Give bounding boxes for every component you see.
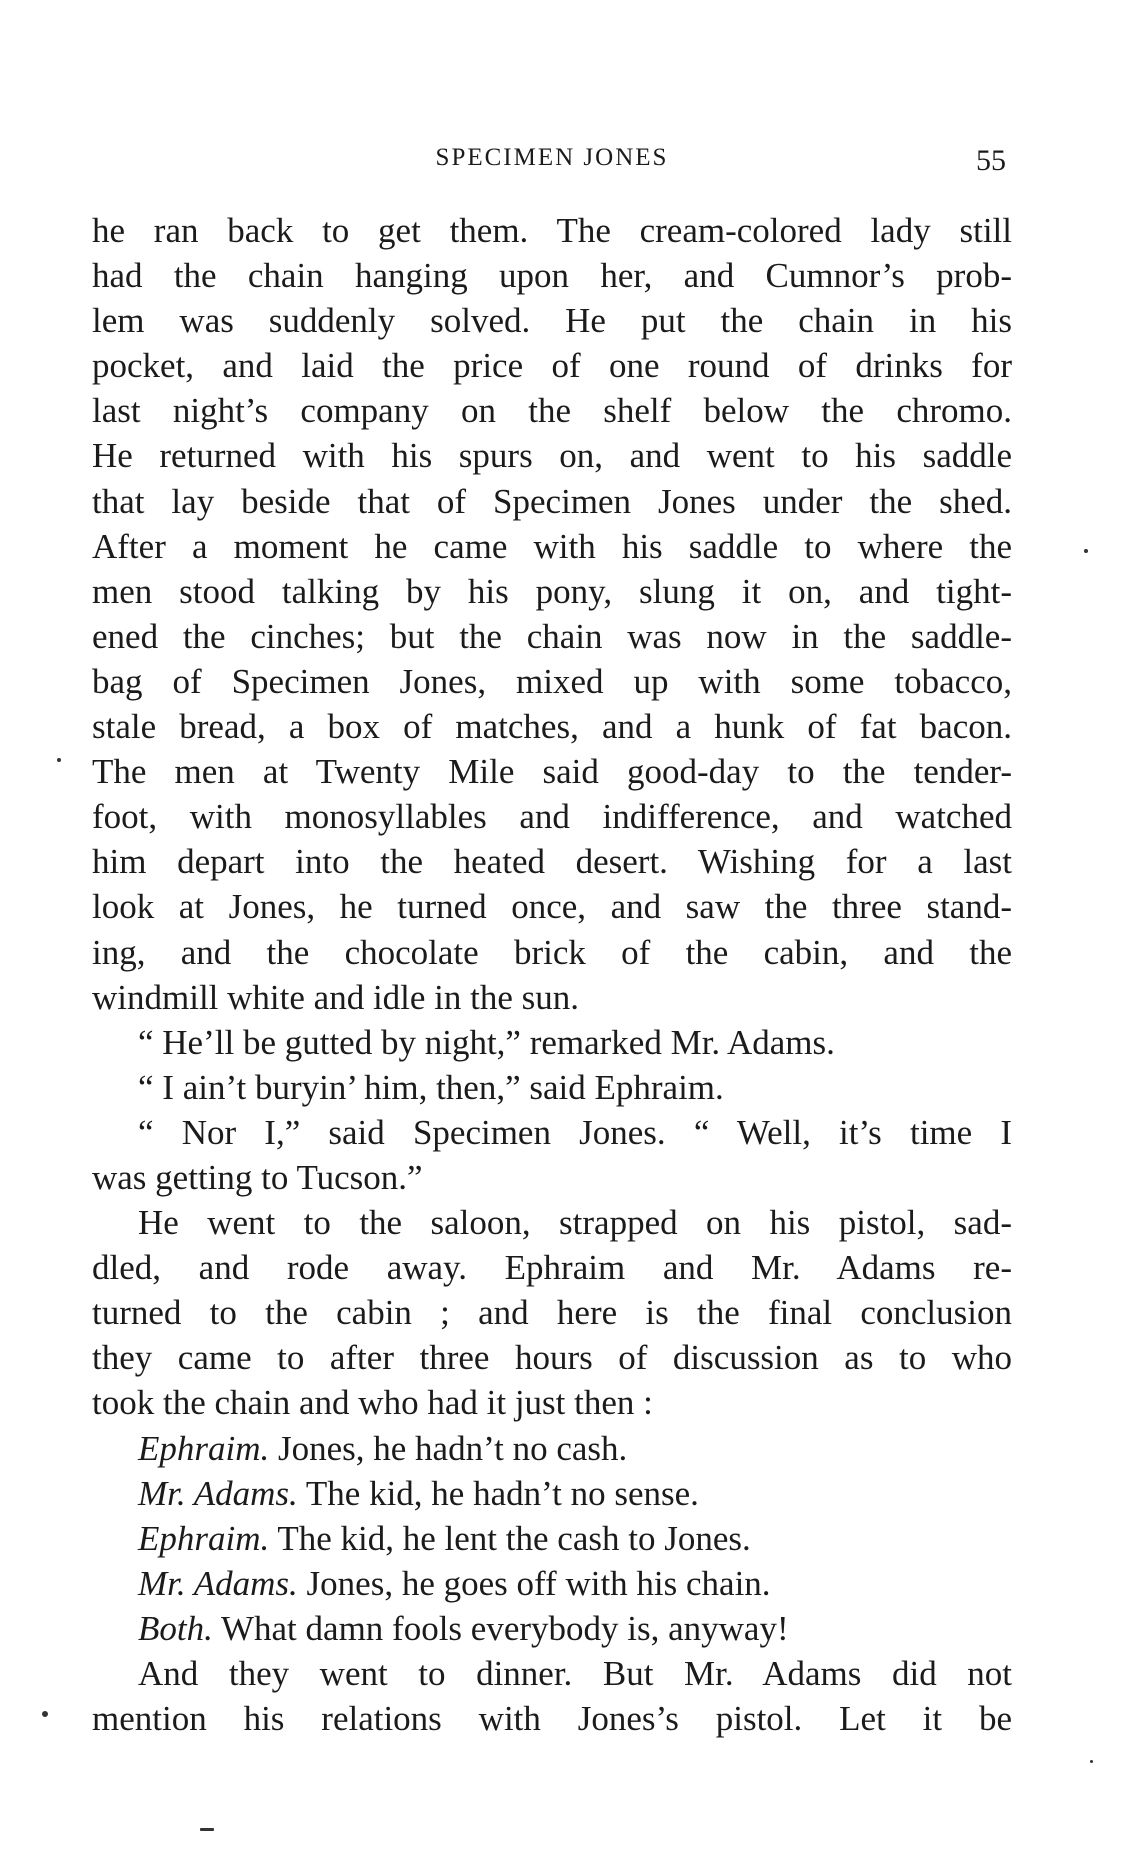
text-line: lem was suddenly solved. He put the chain in his [92, 301, 1012, 341]
running-head [92, 140, 1012, 180]
text-line: windmill white and idle in the sun. [92, 977, 580, 1017]
text-line: pocket, and laid the price of one round of drinks for [92, 346, 1012, 386]
print-speck [1084, 549, 1088, 553]
text-line: bag of Specimen Jones, mixed up with some tobacco, [92, 661, 1012, 701]
print-speck [1090, 1760, 1093, 1763]
body-text [92, 208, 1012, 1741]
dialogue-entry [92, 1516, 1012, 1561]
text-line: look at Jones, he turned once, and saw the three stand- [92, 887, 1012, 927]
text-line: he ran back to get them. The cream-colored lady still [92, 211, 1012, 250]
text-line: last night’s company on the shelf below the chromo. [92, 391, 1012, 431]
speech-text: The kid, he hadn’t no sense. [305, 1473, 699, 1513]
page-number: 55 [976, 144, 1006, 177]
text-line: had the chain hanging upon her, and Cumnor’s prob- [92, 256, 1012, 296]
text-line: they came to after three hours of discussion as to who [92, 1338, 1012, 1378]
speech-text: Jones, he hadn’t no cash. [278, 1428, 628, 1468]
dialogue-entry [92, 1561, 1012, 1606]
text-line: After a moment he came with his saddle to where the [92, 526, 1012, 566]
dialogue-entry [92, 1426, 1012, 1471]
speaker-name: Ephraim. [138, 1518, 270, 1558]
text-line: ened the cinches; but the chain was now in the saddle- [92, 616, 1012, 656]
running-title: SPECIMEN JONES [435, 144, 669, 171]
speech-text: Jones, he goes off with his chain. [306, 1563, 771, 1603]
text-line: men stood talking by his pony, slung it on, and tight- [92, 571, 1012, 611]
paragraph-start-line: And they went to dinner. But Mr. Adams did not [138, 1654, 1012, 1693]
speech-text: What damn fools everybody is, anyway! [220, 1608, 789, 1648]
text-line: turned to the cabin ; and here is the final conclusion [92, 1293, 1012, 1333]
text-line: He returned with his spurs on, and went to his saddle [92, 436, 1012, 476]
dialogue-line: “ Nor I,” said Specimen Jones. “ Well, it’s time I [138, 1112, 1012, 1152]
dialogue-line: “ I ain’t buryin’ him, then,” said Ephraim. [138, 1067, 724, 1107]
speaker-name: Mr. Adams. [138, 1563, 298, 1603]
paragraph-start-line: He went to the saloon, strapped on his pistol, sad- [138, 1203, 1012, 1243]
text-line: dled, and rode away. Ephraim and Mr. Adams re- [92, 1248, 1012, 1288]
speaker-name: Ephraim. [138, 1428, 270, 1468]
speech-text: The kid, he lent the cash to Jones. [277, 1518, 751, 1558]
text-line: foot, with monosyllables and indifference, and watched [92, 797, 1012, 837]
text-line: stale bread, a box of matches, and a hunk of fat bacon. [92, 707, 1012, 747]
text-line: mention his relations with Jones’s pistol. Let it be [92, 1699, 1012, 1739]
speaker-name: Both. [138, 1608, 213, 1648]
text-line: The men at Twenty Mile said good-day to the tender- [92, 752, 1012, 792]
print-speck [57, 758, 61, 762]
print-speck [200, 1828, 214, 1831]
dialogue-line: “ He’ll be gutted by night,” remarked Mr. Adams. [138, 1022, 835, 1062]
dialogue-entry [92, 1606, 1012, 1651]
text-line: took the chain and who had it just then : [92, 1383, 653, 1423]
text-line: ing, and the chocolate brick of the cabin, and the [92, 932, 1012, 972]
text-line: him depart into the heated desert. Wishing for a last [92, 842, 1012, 882]
dialogue-entry [92, 1471, 1012, 1516]
text-line: that lay beside that of Specimen Jones under the shed. [92, 481, 1012, 521]
text-line: was getting to Tucson.” [92, 1157, 423, 1197]
speaker-name: Mr. Adams. [138, 1473, 298, 1513]
print-speck [42, 1711, 48, 1717]
